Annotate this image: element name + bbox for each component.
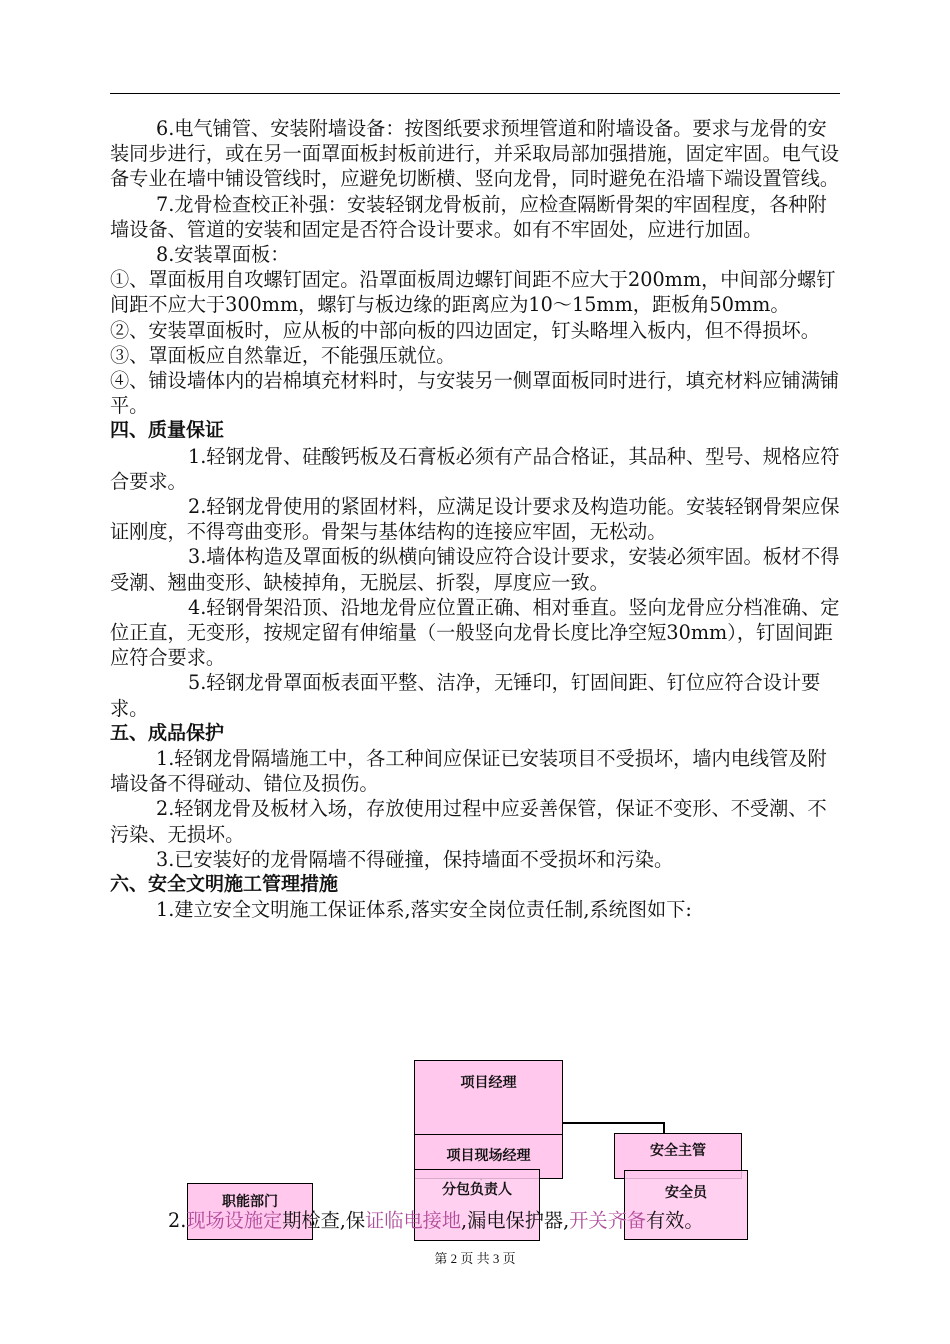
paragraph: 8.安装罩面板： bbox=[156, 243, 290, 267]
text-run: , bbox=[461, 1209, 468, 1232]
paragraph: 1.轻钢龙骨隔墙施工中，各工种间应保证已安装项目不受损坏，墙内电线管及附墙设备不得碰动、错位及损伤。 bbox=[110, 747, 827, 796]
text-run-highlight: 证临电接地 bbox=[365, 1209, 462, 1232]
paragraph: ②、安装罩面板时，应从板的中部向板的四边固定，钉头略埋入板内，但不得损坏。 bbox=[110, 318, 820, 342]
text-run: 有效。 bbox=[645, 1209, 704, 1232]
text-run: 漏电保护器, bbox=[467, 1209, 570, 1232]
org-box-label: 项目现场经理 bbox=[446, 1148, 531, 1164]
paragraph: ①、罩面板用自攻螺钉固定。沿罩面板周边螺钉间距不应大于200mm，中间部分螺钉间距不应大于300mm，螺钉与板边缘的距离应为10～15mm，距板角50mm。 bbox=[110, 268, 836, 317]
org-box-label: 职能部门 bbox=[222, 1194, 278, 1210]
page-footer: 第 2 页 共 3 页 bbox=[434, 1251, 516, 1266]
paragraph: 4.轻钢骨架沿顶、沿地龙骨应位置正确、相对垂直。竖向龙骨应分档准确、定位正直，无变形，按规定留有伸缩量（一般竖向龙骨长度比净空短30mm），钉固间距应符合要求。 bbox=[110, 595, 840, 670]
paragraph: ④、铺设墙体内的岩棉填充材料时，与安装另一侧罩面板同时进行，填充材料应铺满铺平。 bbox=[110, 369, 840, 418]
paragraph: 7.龙骨检查校正补强：安装轻钢龙骨板前，应检查隔断骨架的牢固程度，各种附墙设备、管道的安装和固定是否符合设计要求。如有不牢固处，应进行加固。 bbox=[110, 192, 827, 241]
org-box-label: 项目经理 bbox=[460, 1075, 517, 1091]
text-run-highlight: 开关齐备 bbox=[569, 1209, 646, 1232]
org-box-label: 安全员 bbox=[665, 1185, 707, 1201]
paragraph: ③、罩面板应自然靠近，不能强压就位。 bbox=[110, 343, 456, 367]
paragraph: 2.轻钢龙骨使用的紧固材料，应满足设计要求及构造功能。安装轻钢骨架应保证刚度，不得弯曲变形。骨架与基体结构的连接应牢固，无松动。 bbox=[110, 495, 840, 544]
paragraph: 3.已安装好的龙骨隔墙不得碰撞，保持墙面不受损坏和污染。 bbox=[156, 847, 674, 871]
paragraph: 5.轻钢龙骨罩面板表面平整、洁净，无锤印，钉固间距、钉位应符合设计要求。 bbox=[110, 671, 821, 720]
section-heading: 六、安全文明施工管理措施 bbox=[110, 873, 339, 896]
text-run: 期检查,保 bbox=[282, 1209, 366, 1232]
paragraph: 6.电气铺管、安装附墙设备：按图纸要求预埋管道和附墙设备。要求与龙骨的安装同步进行，或在另一面罩面板封板前进行，并采取局部加强措施，固定牢固。电气设备专业在墙中铺设管线时，应避免切断横、竖向龙骨，同时避免在沿墙下端设置管线。 bbox=[110, 117, 840, 191]
org-box-label: 分包负责人 bbox=[442, 1182, 512, 1198]
document-body bbox=[110, 116, 845, 923]
header-rule bbox=[110, 93, 840, 94]
paragraph-last bbox=[110, 1208, 845, 1233]
org-box-label: 安全主管 bbox=[650, 1143, 706, 1159]
text-run-highlight: 现场设施定 bbox=[186, 1209, 283, 1232]
paragraph: 1.轻钢龙骨、硅酸钙板及石膏板必须有产品合格证，其品种、型号、规格应符合要求。 bbox=[110, 444, 840, 493]
section-heading: 四、质量保证 bbox=[110, 419, 225, 442]
paragraph: 1.建立安全文明施工保证体系,落实安全岗位责任制,系统图如下: bbox=[156, 898, 692, 922]
text-run: 2. bbox=[168, 1209, 187, 1232]
section-heading: 五、成品保护 bbox=[110, 721, 225, 744]
paragraph: 3.墙体构造及罩面板的纵横向铺设应符合设计要求，安装必须牢固。板材不得受潮、翘曲变形、缺棱掉角，无脱层、折裂，厚度应一致。 bbox=[110, 545, 840, 594]
paragraph: 2.轻钢龙骨及板材入场，存放使用过程中应妥善保管，保证不变形、不受潮、不污染、无损坏。 bbox=[110, 797, 827, 846]
org-box-project-manager bbox=[414, 1060, 563, 1135]
